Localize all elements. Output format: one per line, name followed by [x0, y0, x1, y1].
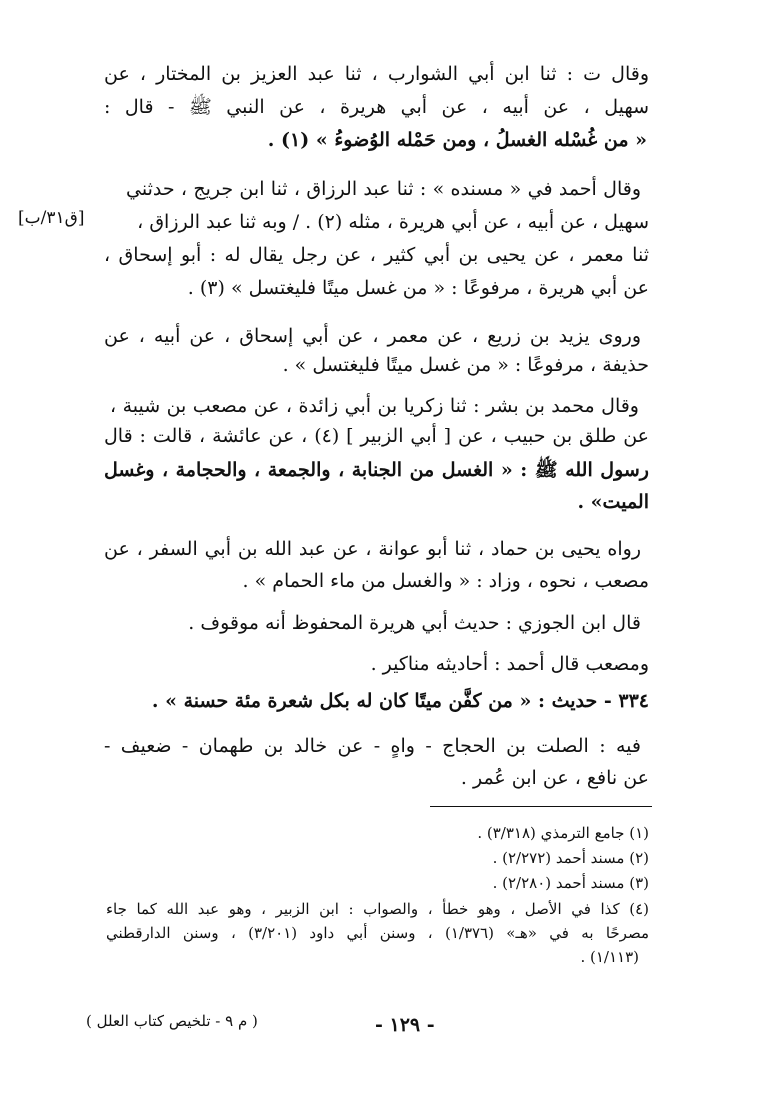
footnote: (٢) مسند أحمد (٢/٢٧٢) .: [492, 849, 649, 867]
text-line: عن أبي هريرة ، مرفوعًا : « من غسل ميتًا فليغتسل » (٣) .: [187, 277, 649, 299]
text-line: وقال محمد بن بشر : ثنا زكريا بن أبي زائدة ، عن مصعب بن شيبة ،: [110, 395, 639, 417]
text-line: ومصعب قال أحمد : أحاديثه مناكير .: [370, 653, 649, 675]
text-line: فيه : الصلت بن الحجاج - واهٍ - عن خالد بن طهمان - ضعيف -: [104, 735, 641, 757]
text-line: ثنا معمر ، عن يحيى بن أبي كثير ، عن رجل يقال له : أبو إسحاق ،: [104, 244, 649, 266]
text-line: سهيل ، عن أبيه ، عن أبي هريرة ، عن النبي ﷺ - قال :: [104, 96, 649, 118]
footnote: (٣) مسند أحمد (٢/٢٨٠) .: [492, 874, 649, 892]
footnote: (٤) كذا في الأصل ، وهو خطأ ، والصواب : ابن الزبير ، وهو عبد الله كما جاء: [106, 900, 649, 918]
section-heading: ٣٣٤ - حديث : « من كفَّن ميتًا كان له بكل شعرة مئة حسنة » .: [151, 690, 649, 712]
page-number: - ١٢٩ -: [375, 1014, 435, 1036]
text-line: عن طلق بن حبيب ، عن [ أبي الزبير ] (٤) ، عن عائشة ، قالت : قال: [104, 425, 649, 447]
text-line: الميت» .: [577, 491, 649, 513]
series-label: ( م ٩ - تلخيص كتاب العلل ): [86, 1012, 258, 1030]
text-line: حذيفة ، مرفوعًا : « من غسل ميتًا فليغتسل » .: [282, 354, 649, 376]
text-line: وروى يزيد بن زريع ، عن معمر ، عن أبي إسحاق ، عن أبيه ، عن: [104, 325, 641, 347]
text-line: « من غُسْله الغسلُ ، ومن حَمْله الوُضوءُ » (١) .: [267, 129, 647, 151]
text-line: وقال ت : ثنا ابن أبي الشوارب ، ثنا عبد العزيز بن المختار ، عن: [104, 63, 649, 85]
text-line: قال ابن الجوزي : حديث أبي هريرة المحفوظ أنه موقوف .: [188, 612, 641, 634]
text-line: وقال أحمد في « مسنده » : ثنا عبد الرزاق ، ثنا ابن جريج ، حدثني: [126, 178, 641, 200]
text-line: مصعب ، نحوه ، وزاد : « والغسل من ماء الحمام » .: [242, 570, 649, 592]
text-line: رواه يحيى بن حماد ، ثنا أبو عوانة ، عن عبد الله بن أبي السفر ، عن: [104, 538, 641, 560]
footnote-continued: مصرحًا به في «هـ» (١/٣٧٦) ، وسنن أبي داود (٣/٢٠١) ، وسنن الدارقطني: [106, 924, 649, 942]
text-line: رسول الله ﷺ : « الغسل من الجنابة ، والجمعة ، والحجامة ، وغسل: [104, 459, 649, 481]
footnote-continued: (١/١١٣) .: [580, 948, 639, 966]
footnote-divider: [430, 806, 652, 807]
text-line: عن نافع ، عن ابن عُمر .: [460, 767, 649, 789]
text-line: سهيل ، عن أبيه ، عن أبي هريرة ، مثله (٢) . / وبه ثنا عبد الرزاق ،: [137, 211, 649, 233]
margin-note: [ق٣١/ب]: [18, 208, 85, 228]
footnote: (١) جامع الترمذي (٣/٣١٨) .: [477, 824, 649, 842]
